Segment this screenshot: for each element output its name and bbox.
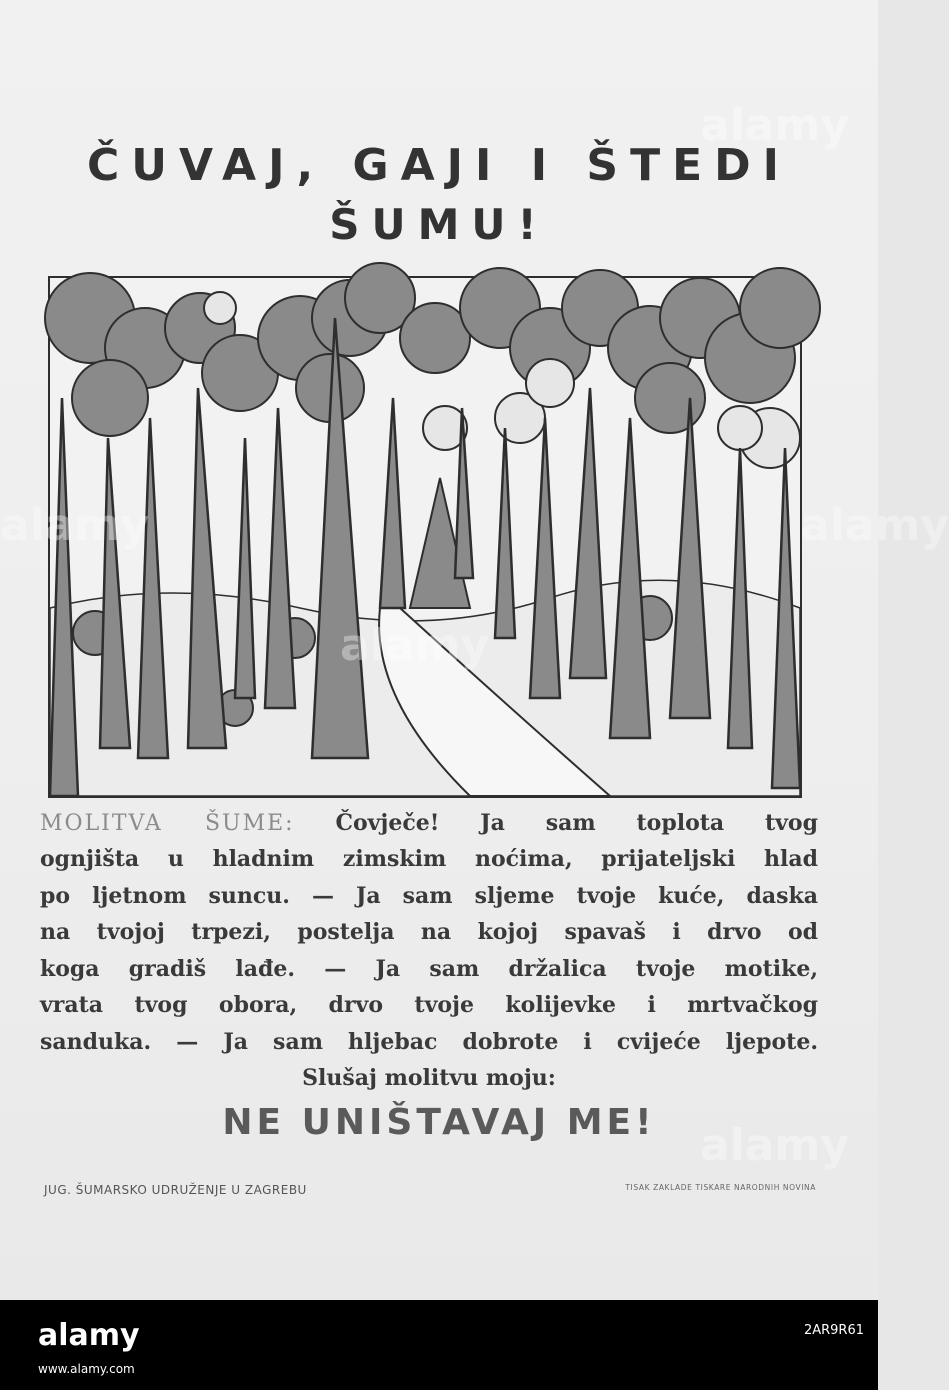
alamy-logo: alamy	[38, 1318, 140, 1353]
prayer-line-1	[40, 805, 818, 842]
watermark: alamy	[340, 620, 489, 671]
prayer-line-2: ognjišta u hladnim zimskim noćima, prijateljski hlad	[40, 846, 818, 872]
prayer-line-4: na tvojoj trpezi, postelja na kojoj spavaš i drvo od	[40, 919, 818, 945]
poster-slogan: NE UNIŠTAVAJ ME!	[222, 1102, 656, 1143]
prayer-heading: MOLITVA ŠUME:	[40, 811, 295, 836]
image-id: 2AR9R61	[803, 1323, 864, 1338]
prayer-line-1-text: Čovječe! Ja sam toplota tvog	[335, 810, 818, 836]
prayer-line-3: po ljetnom suncu. — Ja sam sljeme tvoje kuće, daska	[40, 883, 818, 909]
poster-title-line1: ČUVAJ, GAJI I ŠTEDI	[86, 140, 792, 191]
forest-illustration	[48, 276, 802, 798]
prayer-line-7: sanduka. — Ja sam hljebac dobrote i cvijeće ljepote.	[40, 1029, 818, 1055]
prayer-line-6: vrata tvog obora, drvo tvoje kolijevke i mrtvačkog	[40, 992, 818, 1018]
watermark: alamy	[700, 100, 849, 151]
publisher-credit: JUG. ŠUMARSKO UDRUŽENJE U ZAGREBU	[44, 1183, 307, 1197]
watermark: alamy	[800, 500, 949, 551]
prayer-line-8: Slušaj molitvu moju:	[302, 1065, 556, 1091]
printer-credit: TISAK ZAKLADE TISKARE NARODNIH NOVINA	[625, 1183, 816, 1192]
watermark: alamy	[700, 1120, 849, 1171]
stock-url: www.alamy.com	[38, 1362, 135, 1376]
watermark: alamy	[0, 500, 149, 551]
forest-drawing	[50, 278, 800, 796]
prayer-line-5: koga gradiš lađe. — Ja sam držalica tvoje motike,	[40, 956, 818, 982]
poster-title-line2: ŠUMU!	[329, 200, 549, 249]
